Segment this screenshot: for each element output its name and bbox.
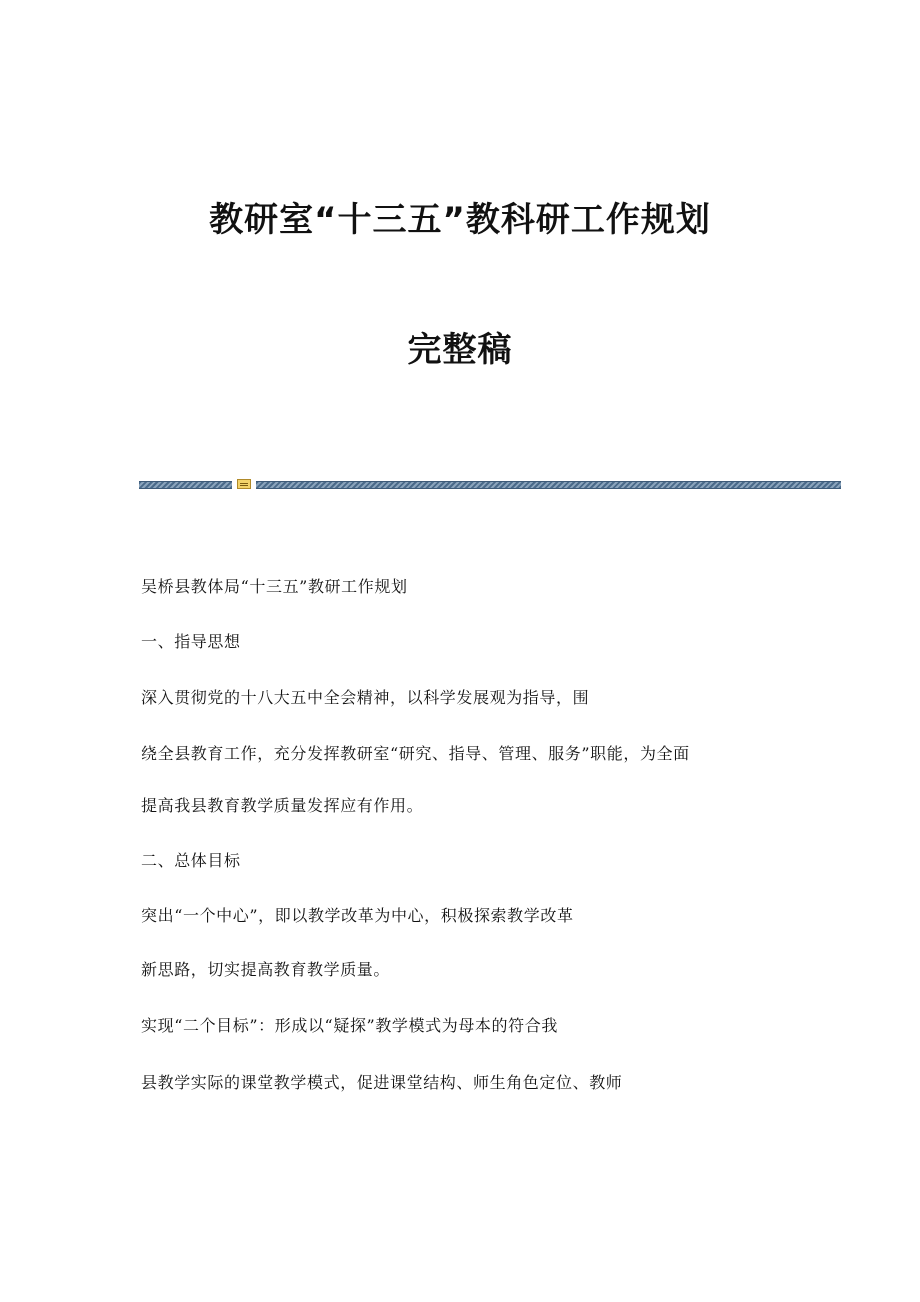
ornament-icon [237,479,251,489]
body-paragraph: 新思路，切实提高教育教学质量。 [141,960,391,979]
body-paragraph: 突出“一个中心”，即以教学改革为中心，积极探索教学改革 [141,906,574,925]
body-paragraph: 县教学实际的课堂教学模式，促进课堂结构、师生角色定位、教师 [141,1073,623,1092]
divider-bar-left [139,481,232,489]
heading-plan: 吴桥县教体局“十三五”教研工作规划 [141,577,408,596]
body-paragraph: 绕全县教育工作，充分发挥教研室“研究、指导、管理、服务”职能，为全面 [141,744,690,763]
section-divider [139,479,841,489]
document-title-line-2: 完整稿 [407,330,513,370]
body-paragraph: 深入贯彻党的十八大五中全会精神，以科学发展观为指导，围 [141,688,590,707]
divider-bar-right [256,481,841,489]
section-heading-guiding-ideology: 一、指导思想 [141,632,241,651]
document-title-line-1: 教研室“十三五”教科研工作规划 [209,200,711,240]
body-paragraph: 实现“二个目标”：形成以“疑探”教学模式为母本的符合我 [141,1016,558,1035]
section-heading-overall-goals: 二、总体目标 [141,851,241,870]
body-paragraph: 提高我县教育教学质量发挥应有作用。 [141,796,424,815]
